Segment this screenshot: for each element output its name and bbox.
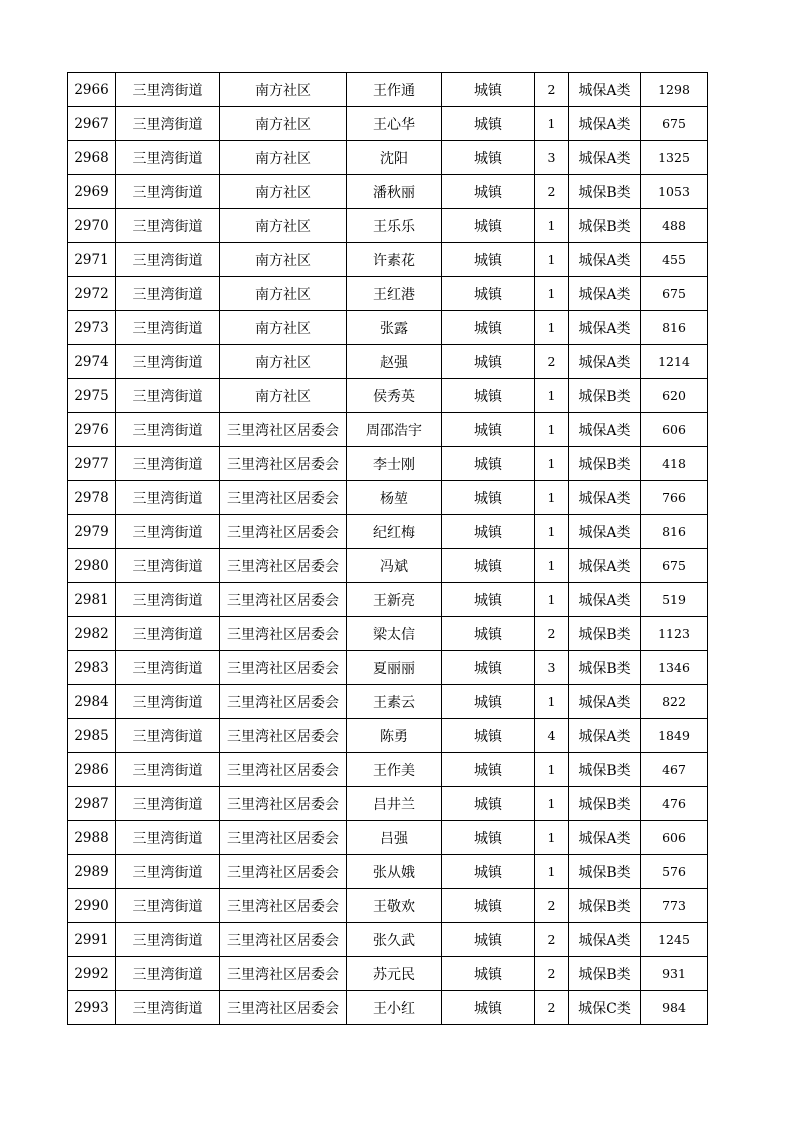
community-cell: 三里湾社区居委会: [220, 719, 347, 753]
community-cell: 三里湾社区居委会: [220, 583, 347, 617]
household-count-cell: 1: [535, 583, 569, 617]
amount-cell: 766: [641, 481, 708, 515]
table-row: [68, 481, 708, 515]
household-count-cell: 3: [535, 651, 569, 685]
community-cell: 三里湾社区居委会: [220, 651, 347, 685]
area-type-cell: 城镇: [442, 549, 535, 583]
row-number-cell: 2975: [68, 379, 116, 413]
row-number-cell: 2987: [68, 787, 116, 821]
amount-cell: 675: [641, 549, 708, 583]
person-name-cell: 许素花: [347, 243, 442, 277]
person-name-cell: 王乐乐: [347, 209, 442, 243]
table-row: [68, 685, 708, 719]
table-row: [68, 447, 708, 481]
street-cell: 三里湾街道: [116, 991, 220, 1025]
area-type-cell: 城镇: [442, 991, 535, 1025]
row-number-cell: 2970: [68, 209, 116, 243]
category-cell: 城保B类: [569, 209, 641, 243]
street-cell: 三里湾街道: [116, 889, 220, 923]
category-cell: 城保A类: [569, 311, 641, 345]
area-type-cell: 城镇: [442, 481, 535, 515]
table-row: [68, 311, 708, 345]
community-cell: 三里湾社区居委会: [220, 855, 347, 889]
community-cell: 三里湾社区居委会: [220, 787, 347, 821]
row-number-cell: 2992: [68, 957, 116, 991]
amount-cell: 816: [641, 311, 708, 345]
amount-cell: 1325: [641, 141, 708, 175]
table-row: [68, 379, 708, 413]
area-type-cell: 城镇: [442, 855, 535, 889]
table-row: [68, 753, 708, 787]
amount-cell: 1123: [641, 617, 708, 651]
person-name-cell: 侯秀英: [347, 379, 442, 413]
table-row: [68, 719, 708, 753]
table-row: [68, 175, 708, 209]
community-cell: 南方社区: [220, 107, 347, 141]
table-row: [68, 107, 708, 141]
person-name-cell: 陈勇: [347, 719, 442, 753]
amount-cell: 476: [641, 787, 708, 821]
community-cell: 南方社区: [220, 175, 347, 209]
amount-cell: 1298: [641, 73, 708, 107]
amount-cell: 1849: [641, 719, 708, 753]
community-cell: 三里湾社区居委会: [220, 685, 347, 719]
category-cell: 城保B类: [569, 617, 641, 651]
category-cell: 城保A类: [569, 413, 641, 447]
row-number-cell: 2981: [68, 583, 116, 617]
amount-cell: 1214: [641, 345, 708, 379]
street-cell: 三里湾街道: [116, 787, 220, 821]
person-name-cell: 潘秋丽: [347, 175, 442, 209]
row-number-cell: 2984: [68, 685, 116, 719]
household-count-cell: 1: [535, 481, 569, 515]
street-cell: 三里湾街道: [116, 345, 220, 379]
street-cell: 三里湾街道: [116, 481, 220, 515]
area-type-cell: 城镇: [442, 345, 535, 379]
amount-cell: 1245: [641, 923, 708, 957]
area-type-cell: 城镇: [442, 957, 535, 991]
area-type-cell: 城镇: [442, 141, 535, 175]
area-type-cell: 城镇: [442, 379, 535, 413]
street-cell: 三里湾街道: [116, 73, 220, 107]
person-name-cell: 梁太信: [347, 617, 442, 651]
amount-cell: 1053: [641, 175, 708, 209]
area-type-cell: 城镇: [442, 651, 535, 685]
area-type-cell: 城镇: [442, 787, 535, 821]
community-cell: 南方社区: [220, 243, 347, 277]
household-count-cell: 1: [535, 753, 569, 787]
community-cell: 南方社区: [220, 209, 347, 243]
category-cell: 城保B类: [569, 855, 641, 889]
person-name-cell: 王心华: [347, 107, 442, 141]
household-count-cell: 1: [535, 311, 569, 345]
person-name-cell: 王作通: [347, 73, 442, 107]
household-count-cell: 1: [535, 549, 569, 583]
category-cell: 城保A类: [569, 345, 641, 379]
household-count-cell: 2: [535, 345, 569, 379]
person-name-cell: 张露: [347, 311, 442, 345]
street-cell: 三里湾街道: [116, 447, 220, 481]
area-type-cell: 城镇: [442, 583, 535, 617]
household-count-cell: 1: [535, 685, 569, 719]
row-number-cell: 2991: [68, 923, 116, 957]
household-count-cell: 2: [535, 175, 569, 209]
row-number-cell: 2969: [68, 175, 116, 209]
street-cell: 三里湾街道: [116, 549, 220, 583]
category-cell: 城保A类: [569, 583, 641, 617]
household-count-cell: 1: [535, 855, 569, 889]
category-cell: 城保A类: [569, 277, 641, 311]
area-type-cell: 城镇: [442, 753, 535, 787]
street-cell: 三里湾街道: [116, 141, 220, 175]
category-cell: 城保A类: [569, 481, 641, 515]
household-count-cell: 1: [535, 277, 569, 311]
street-cell: 三里湾街道: [116, 957, 220, 991]
street-cell: 三里湾街道: [116, 651, 220, 685]
area-type-cell: 城镇: [442, 889, 535, 923]
table-row: [68, 787, 708, 821]
table-row: [68, 651, 708, 685]
community-cell: 南方社区: [220, 73, 347, 107]
household-count-cell: 1: [535, 243, 569, 277]
community-cell: 南方社区: [220, 379, 347, 413]
row-number-cell: 2982: [68, 617, 116, 651]
amount-cell: 1346: [641, 651, 708, 685]
person-name-cell: 吕强: [347, 821, 442, 855]
category-cell: 城保B类: [569, 957, 641, 991]
community-cell: 南方社区: [220, 277, 347, 311]
row-number-cell: 2988: [68, 821, 116, 855]
amount-cell: 455: [641, 243, 708, 277]
person-name-cell: 纪红梅: [347, 515, 442, 549]
row-number-cell: 2978: [68, 481, 116, 515]
community-cell: 三里湾社区居委会: [220, 923, 347, 957]
row-number-cell: 2980: [68, 549, 116, 583]
amount-cell: 606: [641, 821, 708, 855]
household-count-cell: 2: [535, 957, 569, 991]
person-name-cell: 王作美: [347, 753, 442, 787]
area-type-cell: 城镇: [442, 243, 535, 277]
area-type-cell: 城镇: [442, 413, 535, 447]
row-number-cell: 2985: [68, 719, 116, 753]
person-name-cell: 杨堃: [347, 481, 442, 515]
area-type-cell: 城镇: [442, 719, 535, 753]
household-count-cell: 2: [535, 991, 569, 1025]
community-cell: 三里湾社区居委会: [220, 481, 347, 515]
row-number-cell: 2983: [68, 651, 116, 685]
street-cell: 三里湾街道: [116, 243, 220, 277]
table-row: [68, 583, 708, 617]
row-number-cell: 2977: [68, 447, 116, 481]
area-type-cell: 城镇: [442, 277, 535, 311]
person-name-cell: 王红港: [347, 277, 442, 311]
table-row: [68, 923, 708, 957]
amount-cell: 620: [641, 379, 708, 413]
person-name-cell: 周邵浩宇: [347, 413, 442, 447]
household-count-cell: 4: [535, 719, 569, 753]
row-number-cell: 2971: [68, 243, 116, 277]
household-count-cell: 2: [535, 889, 569, 923]
amount-cell: 773: [641, 889, 708, 923]
area-type-cell: 城镇: [442, 447, 535, 481]
household-count-cell: 1: [535, 379, 569, 413]
person-name-cell: 王小红: [347, 991, 442, 1025]
household-count-cell: 2: [535, 923, 569, 957]
household-count-cell: 2: [535, 73, 569, 107]
area-type-cell: 城镇: [442, 209, 535, 243]
amount-cell: 576: [641, 855, 708, 889]
street-cell: 三里湾街道: [116, 719, 220, 753]
household-count-cell: 1: [535, 821, 569, 855]
category-cell: 城保A类: [569, 515, 641, 549]
table-row: [68, 957, 708, 991]
table-row: [68, 515, 708, 549]
street-cell: 三里湾街道: [116, 753, 220, 787]
area-type-cell: 城镇: [442, 685, 535, 719]
household-count-cell: 1: [535, 787, 569, 821]
amount-cell: 675: [641, 107, 708, 141]
category-cell: 城保A类: [569, 107, 641, 141]
amount-cell: 606: [641, 413, 708, 447]
table-row: [68, 345, 708, 379]
category-cell: 城保A类: [569, 923, 641, 957]
street-cell: 三里湾街道: [116, 685, 220, 719]
category-cell: 城保A类: [569, 685, 641, 719]
street-cell: 三里湾街道: [116, 515, 220, 549]
person-name-cell: 夏丽丽: [347, 651, 442, 685]
amount-cell: 519: [641, 583, 708, 617]
table-row: [68, 73, 708, 107]
amount-cell: 488: [641, 209, 708, 243]
street-cell: 三里湾街道: [116, 413, 220, 447]
household-count-cell: 1: [535, 107, 569, 141]
household-count-cell: 1: [535, 447, 569, 481]
row-number-cell: 2966: [68, 73, 116, 107]
category-cell: 城保B类: [569, 753, 641, 787]
category-cell: 城保B类: [569, 651, 641, 685]
table-row: [68, 209, 708, 243]
table-body: [68, 73, 708, 1025]
household-count-cell: 1: [535, 209, 569, 243]
person-name-cell: 苏元民: [347, 957, 442, 991]
table-row: [68, 617, 708, 651]
street-cell: 三里湾街道: [116, 583, 220, 617]
table-row: [68, 855, 708, 889]
street-cell: 三里湾街道: [116, 379, 220, 413]
row-number-cell: 2972: [68, 277, 116, 311]
person-name-cell: 王敬欢: [347, 889, 442, 923]
street-cell: 三里湾街道: [116, 821, 220, 855]
row-number-cell: 2993: [68, 991, 116, 1025]
household-count-cell: 1: [535, 515, 569, 549]
community-cell: 南方社区: [220, 311, 347, 345]
area-type-cell: 城镇: [442, 73, 535, 107]
street-cell: 三里湾街道: [116, 277, 220, 311]
street-cell: 三里湾街道: [116, 855, 220, 889]
category-cell: 城保B类: [569, 447, 641, 481]
area-type-cell: 城镇: [442, 923, 535, 957]
relief-roster-table: [67, 72, 708, 1025]
community-cell: 三里湾社区居委会: [220, 515, 347, 549]
table-row: [68, 889, 708, 923]
community-cell: 三里湾社区居委会: [220, 957, 347, 991]
category-cell: 城保C类: [569, 991, 641, 1025]
community-cell: 三里湾社区居委会: [220, 991, 347, 1025]
category-cell: 城保A类: [569, 141, 641, 175]
area-type-cell: 城镇: [442, 107, 535, 141]
row-number-cell: 2967: [68, 107, 116, 141]
table-row: [68, 277, 708, 311]
amount-cell: 418: [641, 447, 708, 481]
community-cell: 南方社区: [220, 345, 347, 379]
household-count-cell: 3: [535, 141, 569, 175]
category-cell: 城保B类: [569, 379, 641, 413]
person-name-cell: 王新亮: [347, 583, 442, 617]
street-cell: 三里湾街道: [116, 923, 220, 957]
row-number-cell: 2979: [68, 515, 116, 549]
row-number-cell: 2976: [68, 413, 116, 447]
household-count-cell: 1: [535, 413, 569, 447]
table-row: [68, 549, 708, 583]
row-number-cell: 2973: [68, 311, 116, 345]
amount-cell: 984: [641, 991, 708, 1025]
area-type-cell: 城镇: [442, 175, 535, 209]
community-cell: 南方社区: [220, 141, 347, 175]
row-number-cell: 2968: [68, 141, 116, 175]
person-name-cell: 冯斌: [347, 549, 442, 583]
amount-cell: 816: [641, 515, 708, 549]
amount-cell: 931: [641, 957, 708, 991]
category-cell: 城保B类: [569, 889, 641, 923]
row-number-cell: 2989: [68, 855, 116, 889]
table-row: [68, 243, 708, 277]
amount-cell: 467: [641, 753, 708, 787]
person-name-cell: 李士刚: [347, 447, 442, 481]
person-name-cell: 张从娥: [347, 855, 442, 889]
category-cell: 城保A类: [569, 243, 641, 277]
community-cell: 三里湾社区居委会: [220, 549, 347, 583]
amount-cell: 675: [641, 277, 708, 311]
street-cell: 三里湾街道: [116, 107, 220, 141]
row-number-cell: 2990: [68, 889, 116, 923]
category-cell: 城保A类: [569, 719, 641, 753]
table-row: [68, 821, 708, 855]
community-cell: 三里湾社区居委会: [220, 753, 347, 787]
area-type-cell: 城镇: [442, 515, 535, 549]
community-cell: 三里湾社区居委会: [220, 889, 347, 923]
community-cell: 三里湾社区居委会: [220, 413, 347, 447]
category-cell: 城保A类: [569, 821, 641, 855]
category-cell: 城保B类: [569, 175, 641, 209]
area-type-cell: 城镇: [442, 821, 535, 855]
person-name-cell: 赵强: [347, 345, 442, 379]
street-cell: 三里湾街道: [116, 209, 220, 243]
row-number-cell: 2974: [68, 345, 116, 379]
category-cell: 城保A类: [569, 549, 641, 583]
household-count-cell: 2: [535, 617, 569, 651]
community-cell: 三里湾社区居委会: [220, 617, 347, 651]
category-cell: 城保A类: [569, 73, 641, 107]
area-type-cell: 城镇: [442, 617, 535, 651]
street-cell: 三里湾街道: [116, 311, 220, 345]
table-row: [68, 141, 708, 175]
amount-cell: 822: [641, 685, 708, 719]
table-row: [68, 991, 708, 1025]
community-cell: 三里湾社区居委会: [220, 821, 347, 855]
person-name-cell: 沈阳: [347, 141, 442, 175]
person-name-cell: 王素云: [347, 685, 442, 719]
street-cell: 三里湾街道: [116, 175, 220, 209]
category-cell: 城保B类: [569, 787, 641, 821]
area-type-cell: 城镇: [442, 311, 535, 345]
street-cell: 三里湾街道: [116, 617, 220, 651]
table-row: [68, 413, 708, 447]
community-cell: 三里湾社区居委会: [220, 447, 347, 481]
row-number-cell: 2986: [68, 753, 116, 787]
person-name-cell: 张久武: [347, 923, 442, 957]
person-name-cell: 吕井兰: [347, 787, 442, 821]
